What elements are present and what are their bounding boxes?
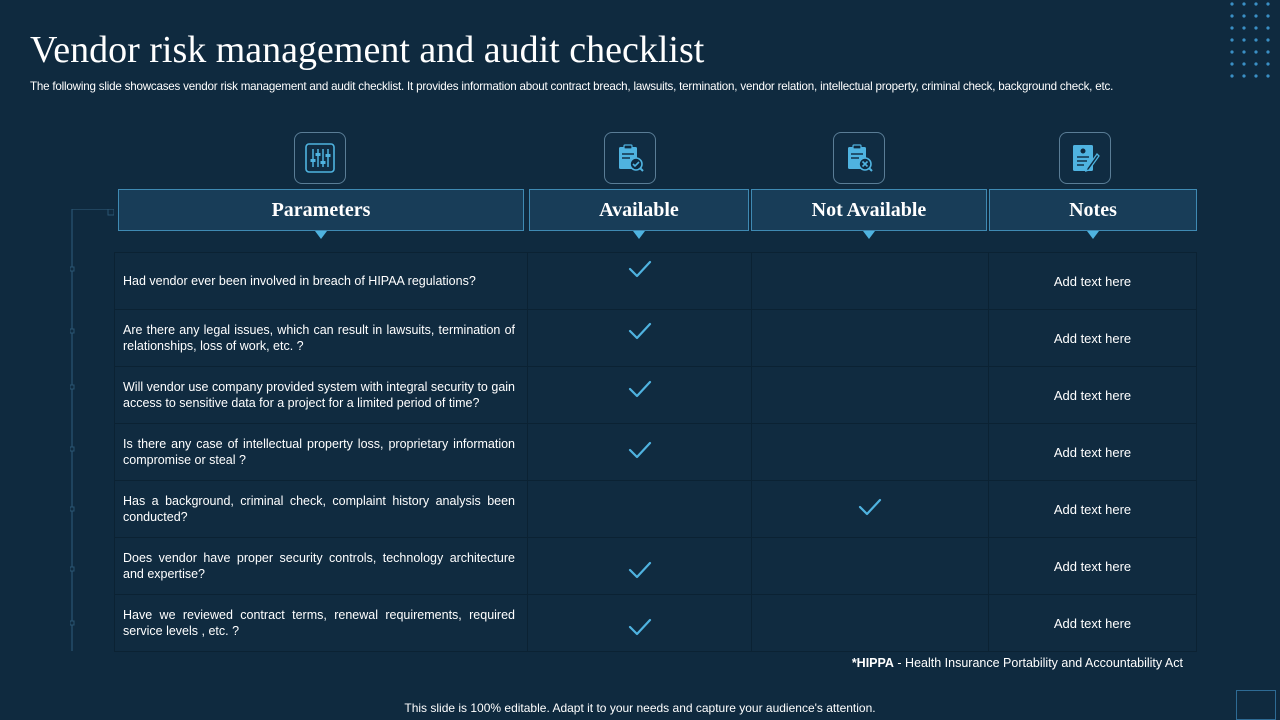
not-available-cell xyxy=(752,310,989,367)
parameter-cell xyxy=(115,253,528,310)
parameter-text: Will vendor use company provided system with integral security to gain access to sensitive data for a project for a limited period of time? xyxy=(123,380,515,410)
parameter-text: Had vendor ever been involved in breach of HIPAA regulations? xyxy=(123,274,476,288)
parameter-cell xyxy=(115,538,528,595)
checkmark-icon xyxy=(857,497,883,522)
parameter-cell xyxy=(115,310,528,367)
parameter-cell xyxy=(115,367,528,424)
table-row xyxy=(115,538,1197,595)
footer-note: This slide is 100% editable. Adapt it to your needs and capture your audience's attention. xyxy=(404,701,876,715)
notes-cell: Add text here xyxy=(989,481,1197,538)
header-not-available xyxy=(751,189,987,231)
not-available-cell xyxy=(752,424,989,481)
available-cell xyxy=(528,310,752,367)
not-available-cell xyxy=(752,538,989,595)
available-cell xyxy=(528,367,752,424)
table-row xyxy=(115,481,1197,538)
not-available-cell xyxy=(752,253,989,310)
not-available-cell xyxy=(752,367,989,424)
checkmark-icon xyxy=(627,617,653,642)
decorative-dot-grid xyxy=(1226,0,1272,82)
notes-cell: Add text here xyxy=(989,424,1197,481)
triangle-down-icon xyxy=(1087,231,1099,239)
available-cell xyxy=(528,595,752,652)
footnote-definition: - Health Insurance Portability and Accountability Act xyxy=(893,656,1183,670)
table-row xyxy=(115,253,1197,310)
parameter-cell xyxy=(115,424,528,481)
decorative-bracket xyxy=(70,209,114,651)
document-pen-icon xyxy=(1059,132,1111,184)
header-parameters xyxy=(118,189,524,231)
available-cell xyxy=(528,424,752,481)
header-label: Available xyxy=(599,198,679,221)
notes-cell: Add text here xyxy=(989,310,1197,367)
not-available-cell xyxy=(752,481,989,538)
footnote xyxy=(852,656,1183,670)
available-cell xyxy=(528,253,752,310)
sliders-icon xyxy=(294,132,346,184)
checklist-table xyxy=(114,252,1197,652)
not-available-cell xyxy=(752,595,989,652)
page-subtitle: The following slide showcases vendor risk management and audit checklist. It provides information about contract breach, lawsuits, termination, vendor relation, intellectual property, criminal check, background check, etc. xyxy=(30,80,1114,93)
table-row xyxy=(115,424,1197,481)
parameter-text: Is there any case of intellectual property loss, proprietary information compromise or steal ? xyxy=(123,437,515,467)
parameter-text: Has a background, criminal check, complaint history analysis been conducted? xyxy=(123,494,515,524)
header-label: Not Available xyxy=(811,198,927,221)
notes-cell: Add text here xyxy=(989,595,1197,652)
parameter-cell xyxy=(115,481,528,538)
checkmark-icon xyxy=(627,379,653,404)
header-label: Notes xyxy=(1069,198,1117,221)
available-cell xyxy=(528,538,752,595)
decorative-corner-box xyxy=(1236,690,1276,720)
header-notes xyxy=(989,189,1197,231)
checkmark-icon xyxy=(627,440,653,465)
header-label: Parameters xyxy=(271,198,371,221)
notes-cell: Add text here xyxy=(989,538,1197,595)
clipboard-x-icon xyxy=(833,132,885,184)
checkmark-icon xyxy=(627,560,653,585)
parameter-text: Have we reviewed contract terms, renewal requirements, required service levels , etc. ? xyxy=(123,608,515,638)
triangle-down-icon xyxy=(863,231,875,239)
parameter-text: Are there any legal issues, which can result in lawsuits, termination of relationships, loss of work, etc. ? xyxy=(123,323,515,353)
table-row xyxy=(115,310,1197,367)
parameter-cell xyxy=(115,595,528,652)
parameter-text: Does vendor have proper security controls, technology architecture and expertise? xyxy=(123,551,515,581)
available-cell xyxy=(528,481,752,538)
page-title: Vendor risk management and audit checklist xyxy=(30,29,705,71)
checkmark-icon xyxy=(627,321,653,346)
notes-cell: Add text here xyxy=(989,253,1197,310)
triangle-down-icon xyxy=(315,231,327,239)
table-row xyxy=(115,595,1197,652)
table-row xyxy=(115,367,1197,424)
notes-cell: Add text here xyxy=(989,367,1197,424)
triangle-down-icon xyxy=(633,231,645,239)
clipboard-check-icon xyxy=(604,132,656,184)
header-available xyxy=(529,189,749,231)
footnote-term: *HIPPA xyxy=(851,656,894,670)
checkmark-icon xyxy=(627,259,653,284)
